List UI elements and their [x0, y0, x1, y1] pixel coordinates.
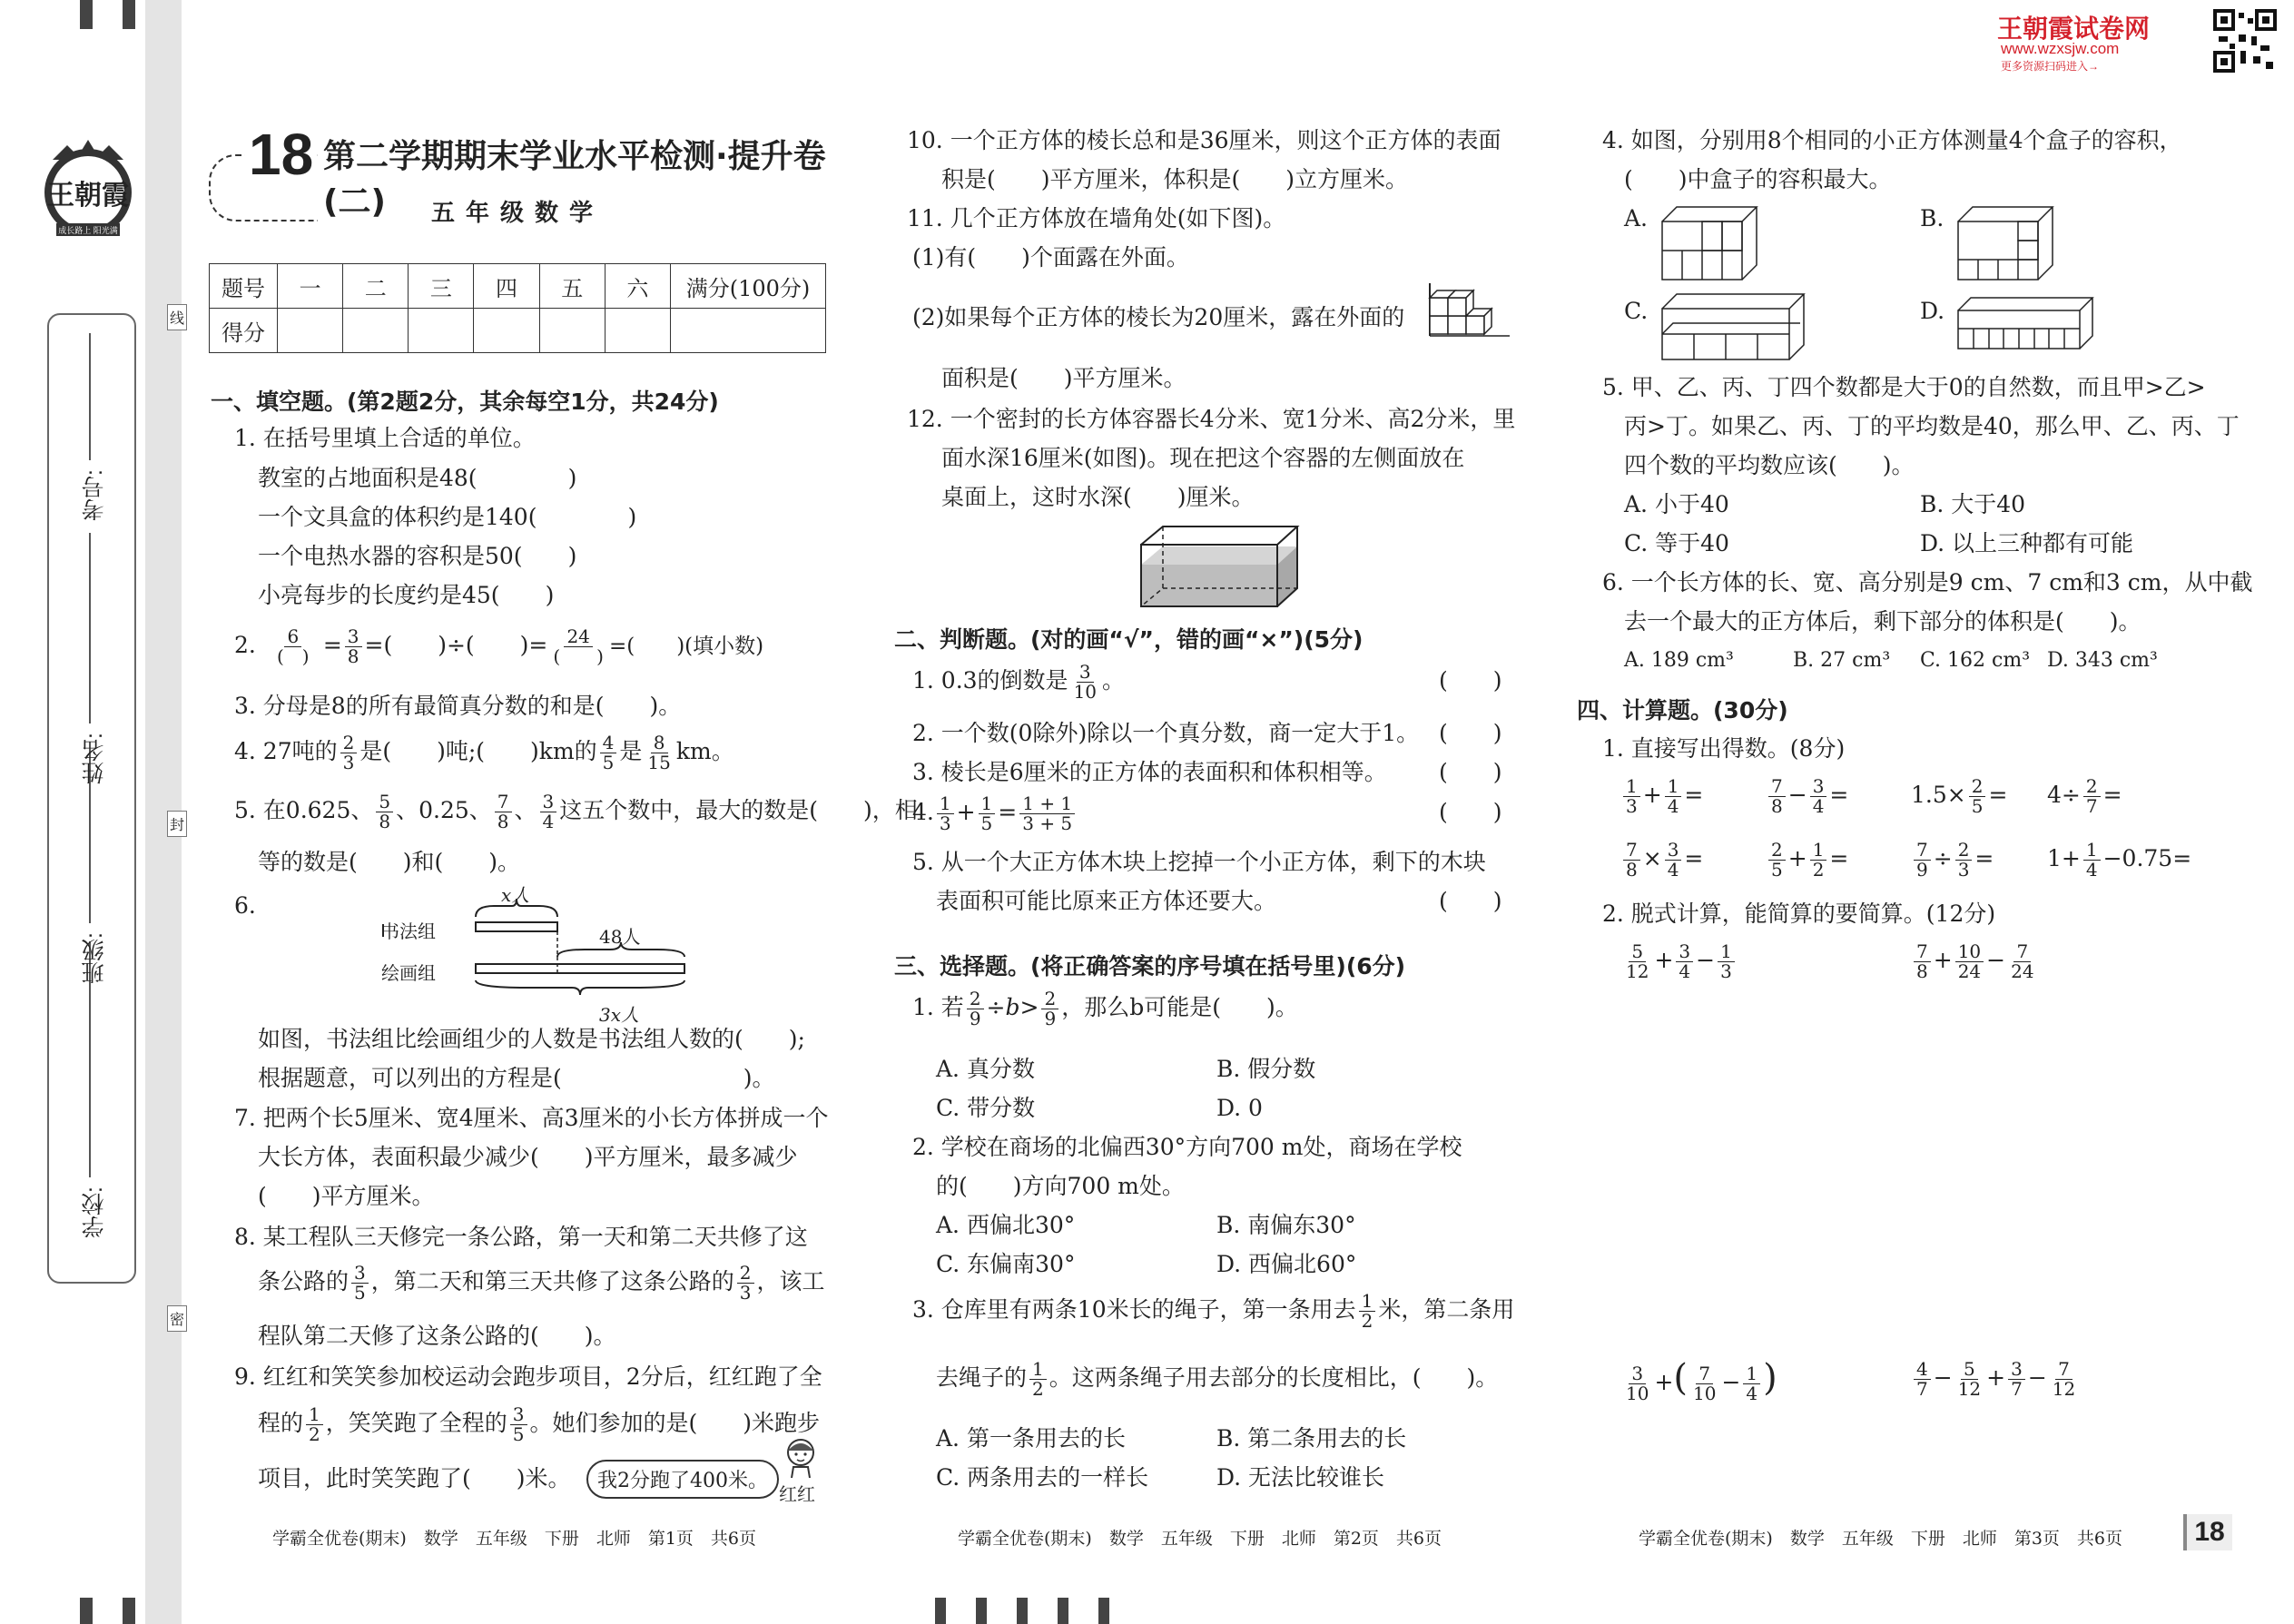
q7c: ( )平方厘米。 — [258, 1183, 435, 1209]
j2-paren[interactable]: ( ) — [1439, 720, 1502, 746]
step-calc-3: $\frac{3}{10}$ +( $\frac{7}{10}$ − $\frac{1}{4}$ ) — [1626, 1357, 1777, 1404]
q5c: 四个数的平均数应该( )。 — [1624, 452, 1915, 478]
q1c: 一个电热水器的容积是50( ) — [258, 543, 577, 569]
fraction: $\frac{2}{3}$ — [340, 733, 358, 773]
j2: 2. 一个数(0除外)除以一个真分数，商一定大于1。 — [912, 720, 1420, 746]
q4: 4. 27吨的 $\frac{2}{3}$ 是( )吨;( )km的 $\frac{4}{5}$ 是 $\frac{8}{15}$ km。 — [234, 732, 734, 773]
q6-option-a[interactable]: A. 189 cm³ — [1624, 649, 1734, 672]
paper-title: 第二学期期末学业水平检测·提升卷(二) — [318, 134, 844, 225]
fraction: $\frac{1}{5}$ — [979, 794, 996, 833]
q9-speaker-name: 红红 — [779, 1483, 815, 1505]
fraction: $\frac{3}{5}$ — [510, 1405, 527, 1444]
q7b: 大长方体，表面积最少减少( )平方厘米，最多减少 — [258, 1144, 798, 1170]
q6-option-b[interactable]: B. 27 cm³ — [1793, 649, 1891, 672]
q4-option-a[interactable]: A. — [1624, 205, 1649, 231]
q8c: 程队第二天修了这条公路的( )。 — [258, 1323, 616, 1349]
j1-paren[interactable]: ( ) — [1439, 667, 1502, 694]
fraction: $\frac{4}{5}$ — [600, 733, 617, 773]
q5a: 5. 甲、乙、丙、丁四个数都是大于0的自然数，而且甲>乙> — [1602, 374, 2206, 400]
q12c: 桌面上，这时水深( )厘米。 — [941, 484, 1255, 510]
paper-subject: 五年级数学 — [418, 194, 617, 228]
paper-number: 18 — [245, 118, 317, 191]
j4: 4. $\frac{1}{3}$ + $\frac{1}{5}$ = $\frac{1 + 1}{3 + 5}$ — [912, 785, 1078, 840]
q10a: 10. 一个正方体的棱长总和是36厘米，则这个正方体的表面 — [907, 127, 1501, 153]
c3-option-c[interactable]: C. 两条用去的一样长 — [936, 1464, 1149, 1491]
j5a: 5. 从一个大正方体木块上挖掉一个小正方体，剩下的木块 — [912, 849, 1486, 875]
corner-bar — [80, 1598, 93, 1624]
corner-bar — [123, 0, 135, 29]
j5b: 表面积可能比原来正方体还要大。 — [936, 888, 1277, 914]
fraction: $\frac{3}{5}$ — [351, 1264, 369, 1303]
brand-block — [1997, 9, 2279, 74]
q1d: 小亮每步的长度约是45( ) — [258, 582, 555, 608]
q6-group-calligraphy: 书法组 — [381, 920, 436, 942]
q10b: 积是( )平方厘米，体积是( )立方厘米。 — [941, 166, 1409, 192]
q4-option-b[interactable]: B. — [1920, 205, 1944, 231]
section-3-title: 三、选择题。(将正确答案的序号填在括号里)(6分) — [894, 953, 1406, 979]
c3-option-b[interactable]: B. 第二条用去的长 — [1216, 1425, 1407, 1452]
cut-mark-secret: 密 — [167, 1305, 187, 1332]
q5-option-a[interactable]: A. 小于40 — [1624, 491, 1729, 517]
calc-3: 1.5× $\frac{2}{5}$ = — [1911, 775, 2008, 817]
class-field-label: 班级: — [82, 932, 107, 984]
box-figure-c — [1660, 292, 1815, 363]
q8a: 8. 某工程队三天修完一条公路，第一天和第二天共修了这 — [234, 1224, 808, 1250]
c1-option-a[interactable]: A. 真分数 — [936, 1056, 1035, 1082]
calc-4: 4÷ $\frac{2}{7}$ = — [2047, 775, 2122, 817]
score-row-label: 得分 — [210, 309, 278, 353]
j3: 3. 棱长是6厘米的正方体的表面积和体积相等。 — [912, 759, 1387, 785]
q4a: 4. 如图，分别用8个相同的小正方体测量4个盒子的容积， — [1602, 127, 2182, 153]
section-4-title: 四、计算题。(30分) — [1577, 697, 1788, 723]
fraction: $\frac{1}{3}$ — [937, 794, 954, 833]
q6-group-painting: 绘画组 — [381, 962, 436, 984]
j1: 1. 0.3的倒数是 $\frac{3}{10}$ 。 — [912, 661, 1126, 703]
q4b: ( )中盒子的容积最大。 — [1624, 166, 1892, 192]
q6: 6. — [234, 892, 256, 919]
school-field-label: 学校: — [82, 1186, 107, 1238]
q6a: 6. 一个长方体的长、宽、高分别是9 cm、7 cm和3 cm，从中截 — [1602, 569, 2253, 595]
calc-8: 1+ $\frac{1}{4}$ −0.75= — [2047, 839, 2192, 881]
box-figure-b — [1956, 205, 2065, 282]
score-header: 题号 — [210, 264, 278, 309]
fraction: $\frac{1}{2}$ — [306, 1405, 323, 1444]
cut-mark-seal: 封 — [167, 811, 187, 837]
step-calc-1: $\frac{5}{12}$ + $\frac{3}{4}$ − $\frac{1}{3}$ — [1620, 933, 1738, 988]
girl-avatar-icon — [781, 1434, 821, 1480]
q6b: 去一个最大的正方体后，剩下部分的体积是( )。 — [1624, 608, 2141, 635]
score-header: 二 — [343, 264, 409, 309]
footer-page-2: 学霸全优卷(期末) 数学 五年级 下册 北师 第2页 共6页 — [958, 1529, 1442, 1549]
fraction: $\frac{3}{4}$ — [540, 792, 557, 832]
footer-page-1: 学霸全优卷(期末) 数学 五年级 下册 北师 第1页 共6页 — [272, 1529, 757, 1549]
q12b: 面水深16厘米(如图)。现在把这个容器的左侧面放在 — [941, 445, 1465, 471]
brand-slogan: 更多资源扫码进入→ — [2001, 60, 2100, 73]
score-header: 三 — [409, 264, 474, 309]
fraction: $\frac{5}{8}$ — [376, 792, 393, 832]
c1-option-d[interactable]: D. 0 — [1216, 1095, 1263, 1121]
calc-7: $\frac{7}{9}$ ÷ $\frac{2}{3}$ = — [1911, 832, 1994, 886]
q6-label-3x: 3x人 — [599, 1004, 640, 1026]
j3-paren[interactable]: ( ) — [1439, 759, 1502, 785]
calc-2: $\frac{7}{8}$ − $\frac{3}{4}$ = — [1766, 768, 1848, 822]
fraction: $\frac{7}{8}$ — [495, 792, 512, 832]
publisher-logo — [34, 134, 142, 247]
score-header: 一 — [278, 264, 343, 309]
fraction: $\frac{2}{3}$ — [737, 1264, 754, 1303]
step-calc-4: $\frac{4}{7}$ − $\frac{5}{12}$ + $\frac{3}{7}$ − $\frac{7}{12}$ — [1911, 1351, 2081, 1405]
c1: 1. 若 $\frac{2}{9}$ ÷b> $\frac{2}{9}$ ，那么b可能是( )。 — [912, 988, 1298, 1029]
corner-bar — [80, 0, 93, 29]
brand-url: www.wzxsjw.com — [2001, 40, 2120, 57]
fraction: $\frac{2}{9}$ — [1041, 989, 1058, 1029]
q2: 2. 6 ( ) = $\frac{3}{8}$ =( )÷( )= 24 ( ) =( )(填小数) — [234, 625, 764, 667]
footer-page-3: 学霸全优卷(期末) 数学 五年级 下册 北师 第3页 共6页 — [1639, 1529, 2123, 1549]
q9a: 9. 红红和笑笑参加校运动会跑步项目，2分后，红红跑了全 — [234, 1363, 822, 1390]
q9b: 程的 $\frac{1}{2}$ ，笑笑跑了全程的 $\frac{3}{5}$ 。她们参加的是( )米跑步 — [258, 1403, 821, 1445]
q5-option-b[interactable]: B. 大于40 — [1920, 491, 2026, 517]
section-2-title: 二、判断题。(对的画“√”，错的画“×”)(5分) — [894, 626, 1364, 653]
column-1 — [209, 118, 918, 1507]
j4-paren[interactable]: ( ) — [1439, 799, 1502, 825]
c1-option-c[interactable]: C. 带分数 — [936, 1095, 1036, 1121]
q11a: (1)有( )个面露在外面。 — [912, 244, 1189, 271]
q11: 11. 几个正方体放在墙角处(如下图)。 — [907, 205, 1286, 231]
q6-label-48: 48人 — [599, 926, 641, 948]
q6-label-x: x人 — [501, 884, 530, 906]
fraction: 24 ( ) — [553, 625, 604, 667]
q6-line-diagram — [381, 881, 690, 999]
fraction: $\frac{2}{9}$ — [967, 989, 984, 1029]
c2-option-a[interactable]: A. 西偏北30° — [936, 1212, 1076, 1238]
c3-option-d[interactable]: D. 无法比较谁长 — [1216, 1464, 1385, 1491]
logo-subtext: 成长路上 阳光满天 — [58, 226, 118, 247]
q1a: 教室的占地面积是48( ) — [258, 465, 577, 491]
brand-name: 王朝霞试卷网 — [1997, 15, 2151, 43]
q5-option-d[interactable]: D. 以上三种都有可能 — [1920, 530, 2134, 556]
score-cell[interactable] — [605, 309, 670, 353]
q3: 3. 分母是8的所有最简真分数的和是( )。 — [234, 693, 682, 719]
q6-option-d[interactable]: D. 343 cm³ — [2047, 649, 2158, 672]
q11c: 面积是( )平方厘米。 — [941, 365, 1186, 391]
c1-option-b[interactable]: B. 假分数 — [1216, 1056, 1316, 1082]
q8b: 条公路的 $\frac{3}{5}$ ，第二天和第三天共修了这条公路的 $\frac{2}{3}$ ，该工 — [258, 1262, 825, 1304]
fraction: $\frac{1}{2}$ — [1359, 1292, 1376, 1331]
c2-option-d[interactable]: D. 西偏北60° — [1216, 1251, 1357, 1277]
c3-option-a[interactable]: A. 第一条用去的长 — [936, 1425, 1126, 1452]
j5-paren[interactable]: ( ) — [1439, 888, 1502, 914]
student-info-strip — [47, 313, 136, 1284]
score-header: 六 — [605, 264, 670, 309]
logo-text: 王朝霞 — [47, 180, 129, 212]
q6a: 如图，书法组比绘画组少的人数是书法组人数的( ); — [258, 1026, 805, 1052]
q5-cont: 等的数是( )和( )。 — [258, 849, 521, 875]
c2a: 2. 学校在商场的北偏西30°方向700 m处，商场在学校 — [912, 1134, 1462, 1160]
k2: 2. 脱式计算，能简算的要简算。(12分) — [1602, 901, 1996, 927]
section-1-title: 一、填空题。(第2题2分，其余每空1分，共24分) — [211, 389, 719, 415]
name-field-label: 姓名: — [82, 733, 107, 784]
q1-text: 1. 在括号里填上合适的单位。 — [234, 425, 536, 451]
q12-container-figure — [1137, 525, 1301, 608]
q6-option-c[interactable]: C. 162 cm³ — [1920, 649, 2031, 672]
qr-code-icon — [2213, 9, 2277, 73]
q4-option-c[interactable]: C. — [1624, 298, 1649, 324]
q4-option-d[interactable]: D. — [1920, 298, 1945, 324]
step-calc-2: $\frac{7}{8}$ + $\frac{10}{24}$ − $\frac{7}{24}$ — [1911, 933, 2040, 988]
answer-space-1[interactable] — [1620, 999, 2201, 1343]
score-table — [209, 263, 826, 353]
c3b: 去绳子的 $\frac{1}{2}$ 。这两条绳子用去部分的长度相比，( )。 — [936, 1358, 1499, 1400]
score-header: 四 — [474, 264, 539, 309]
fraction: $\frac{8}{15}$ — [647, 732, 671, 773]
q12a: 12. 一个密封的长方体容器长4分米、宽1分米、高2分米，里 — [907, 406, 1516, 432]
q6b: 根据题意，可以列出的方程是( )。 — [258, 1065, 775, 1091]
c2b: 的( )方向700 m处。 — [936, 1173, 1185, 1199]
score-cell[interactable] — [409, 309, 474, 353]
box-figure-a — [1660, 205, 1769, 282]
q5-option-c[interactable]: C. 等于40 — [1624, 530, 1729, 556]
q5: 5. 在0.625、 $\frac{5}{8}$ 、0.25、 $\frac{7}{8}$ 、 $\frac{3}{4}$ 这五个数中，最大的数是( )，相 — [234, 791, 918, 832]
q11b: (2)如果每个正方体的棱长为20厘米，露在外面的 — [912, 304, 1405, 330]
box-figure-d — [1956, 296, 2102, 352]
column-2 — [894, 118, 1530, 1507]
calc-5: $\frac{7}{8}$ × $\frac{3}{4}$ = — [1620, 832, 1703, 886]
column-3 — [1575, 118, 2253, 1507]
score-cell[interactable] — [343, 309, 409, 353]
c3a: 3. 仓库里有两条10米长的绳子，第一条用去 $\frac{1}{2}$ 米，第二条用 — [912, 1290, 1515, 1332]
exam-number-label: 考号: — [82, 469, 107, 521]
fraction: $\frac{1 + 1}{3 + 5}$ — [1019, 794, 1075, 833]
fraction: $\frac{3}{8}$ — [345, 627, 362, 666]
page-number-badge: 18 — [2183, 1514, 2232, 1550]
fraction: 6 ( ) — [277, 625, 310, 667]
q5b: 丙>丁。如果乙、丙、丁的平均数是40，那么甲、乙、丙、丁 — [1624, 413, 2240, 439]
score-cell[interactable] — [474, 309, 539, 353]
cut-mark-line: 线 — [167, 304, 187, 330]
score-cell[interactable] — [278, 309, 343, 353]
score-cell[interactable] — [539, 309, 605, 353]
c2-option-b[interactable]: B. 南偏东30° — [1216, 1212, 1356, 1238]
q1b: 一个文具盒的体积约是140( ) — [258, 504, 637, 530]
k1: 1. 直接写出得数。(8分) — [1602, 735, 1846, 762]
calc-6: $\frac{2}{5}$ + $\frac{1}{2}$ = — [1766, 832, 1848, 886]
q9c: 项目，此时笑笑跑了( )米。 — [258, 1465, 571, 1491]
corner-bar — [123, 1598, 135, 1624]
score-header: 满分(100分) — [671, 264, 826, 309]
fraction: $\frac{1}{2}$ — [1029, 1360, 1047, 1399]
c2-option-c[interactable]: C. 东偏南30° — [936, 1251, 1076, 1277]
q11-corner-cubes — [1419, 281, 1510, 338]
q9-speech-bubble: 我2分跑了400米。 — [586, 1460, 779, 1499]
q7a: 7. 把两个长5厘米、宽4厘米、高3厘米的小长方体拼成一个 — [234, 1105, 829, 1131]
score-header: 五 — [539, 264, 605, 309]
score-cell[interactable] — [671, 309, 826, 353]
calc-1: $\frac{1}{3}$ + $\frac{1}{4}$ = — [1620, 768, 1703, 822]
fraction: $\frac{3}{10}$ — [1073, 661, 1098, 703]
